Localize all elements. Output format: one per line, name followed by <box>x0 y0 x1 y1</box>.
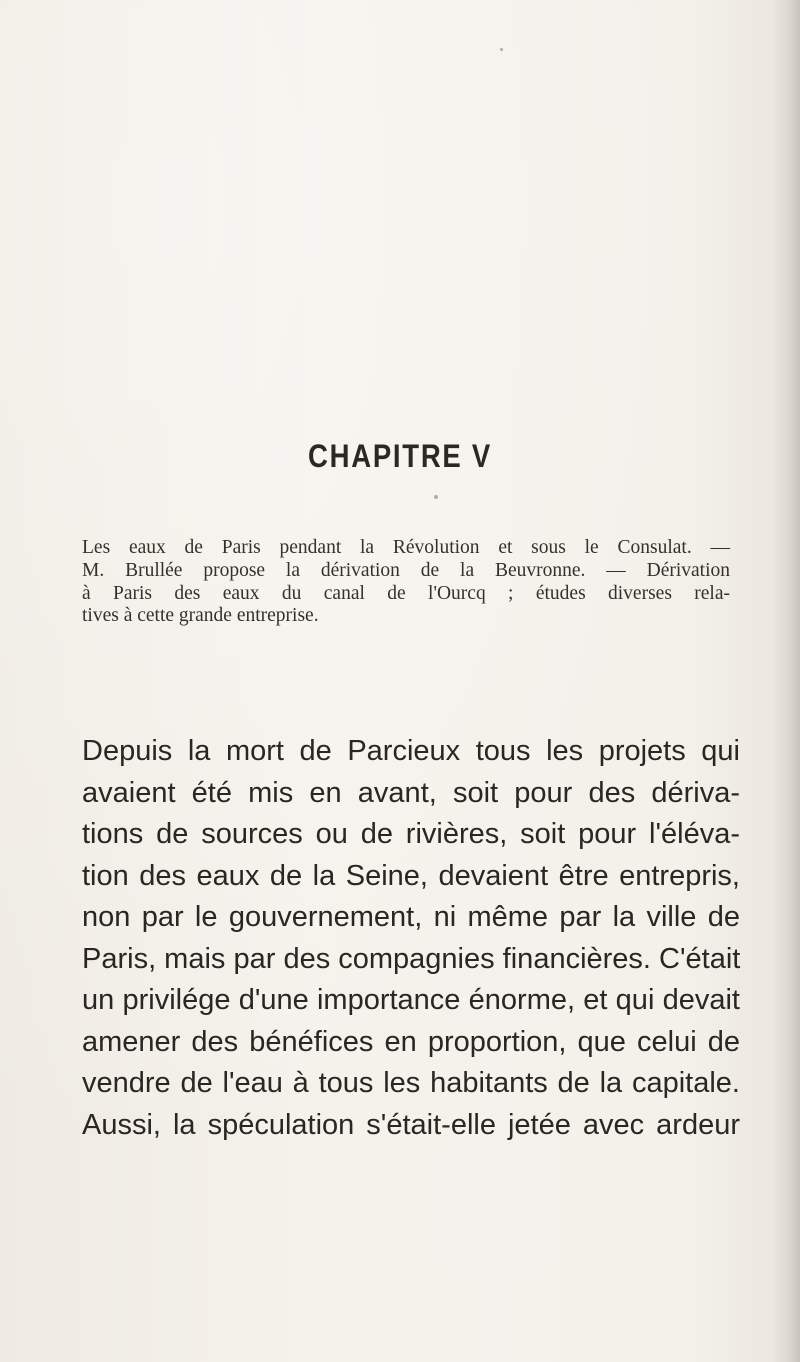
body-line: un privilége d'une importance énorme, et qui devait <box>82 984 740 1016</box>
chapter-title: CHAPITRE V <box>308 438 492 474</box>
summary-line: Les eaux de Paris pendant la Révolution et sous le Consulat. — <box>82 537 730 558</box>
summary-line: à Paris des eaux du canal de l'Ourcq ; études diverses rela- <box>82 582 730 604</box>
body-line: Paris, mais par des compagnies financières. C'était <box>82 942 741 975</box>
body-line: tion des eaux de la Seine, devaient être entrepris, <box>82 859 740 892</box>
summary-line: M. Brullée propose la dérivation de la Beuvronne. — Dérivation <box>82 559 730 581</box>
summary-line: tives à cette grande entreprise. <box>82 605 319 627</box>
body-line: avaient été mis en avant, soit pour des dériva- <box>82 776 740 809</box>
paper-speck <box>434 495 438 499</box>
body-line: Aussi, la spéculation s'était-elle jetée avec ardeur <box>82 1108 740 1141</box>
chapter-summary <box>82 537 730 628</box>
body-line: vendre de l'eau à tous les habitants de la capitale. <box>82 1067 740 1099</box>
body-line: amener des bénéfices en proportion, que celui de <box>82 1025 740 1058</box>
paper-speck <box>500 48 503 51</box>
body-line: tions de sources ou de rivières, soit pour l'éléva- <box>82 818 740 850</box>
body-line: non par le gouvernement, ni même par la ville de <box>82 901 740 933</box>
body-line: Depuis la mort de Parcieux tous les projets qui <box>82 735 740 767</box>
page-edge-shadow <box>772 0 800 1362</box>
body-paragraph <box>82 731 740 1146</box>
